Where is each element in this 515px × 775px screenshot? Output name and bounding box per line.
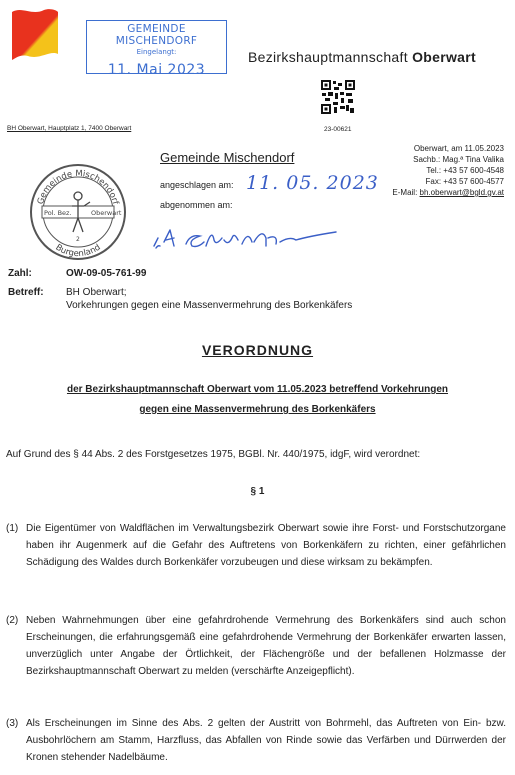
- stamp-received-label: Eingelangt:: [136, 48, 177, 56]
- stamp-municipality: GEMEINDE MISCHENDORF: [115, 23, 198, 47]
- paragraph-number: (2): [6, 615, 19, 626]
- email-label: E-Mail:: [392, 188, 418, 197]
- seal-right-text: Oberwart: [91, 209, 122, 217]
- seal-bottom-text: Burgenland: [53, 242, 103, 260]
- document-subtitle-1: der Bezirkshauptmannschaft Oberwart vom 11.05.2023 betreffend Vorkehrungen: [66, 384, 449, 395]
- seal-left-text: Pol. Bez.: [44, 209, 72, 217]
- section-heading: § 1: [250, 486, 265, 497]
- posted-date-handwritten: 11. 05. 2023: [246, 172, 379, 194]
- paragraph-1: [6, 520, 506, 590]
- signature: [150, 218, 340, 254]
- stamp-received-date: 11. Mai 2023: [107, 62, 206, 78]
- paragraph-text: Neben Wahrnehmungen über eine gefahrdrohende Vermehrung des Borkenkäfers sind auch schon Erscheinungen, die erfahrungsgemäß eine gefahrdrohende Vermehrung der Borkenkäfer erwarten lassen, unverzüglich unter Angabe der Örtlichkeit, der Flächengröße und der befallenen Holzmasse der Bezirkshauptmannschaft Oberwart zu melden (verschärfte Anzeigepflicht).: [26, 615, 506, 677]
- document-title: VERORDNUNG: [201, 342, 314, 358]
- office-prefix: Bezirkshauptmannschaft: [248, 49, 408, 65]
- email-address: bh.oberwart@bgld.gv.at: [419, 188, 504, 197]
- received-stamp: [86, 20, 227, 78]
- office-city: Oberwart: [412, 49, 476, 65]
- qr-code-icon: [321, 80, 355, 114]
- signature-scribble: [150, 218, 340, 254]
- zahl-label: Zahl:: [8, 268, 32, 279]
- clerk-name: Sachb.: Mag.ª Tina Valika: [413, 155, 504, 164]
- paragraph-text: Als Erscheinungen im Sinne des Abs. 2 gelten der Austritt von Bohrmehl, das Auftreten von Ein- bzw. Ausbohrlöchern am Stamm, Harzfluss, das Abfallen von Rinde sowie das Verfärben und Dürrwerden der Kronen stehender Nadelbäume.: [26, 718, 506, 763]
- paragraph-number: (3): [6, 718, 19, 729]
- contact-block: [392, 143, 504, 198]
- burgenland-flag-icon: [10, 6, 60, 62]
- paragraph-text: Die Eigentümer von Waldflächen im Verwaltungsbezirk Oberwart sowie ihre Forst- und Forstschutzorgane haben ihr Augenmerk auf die Gefahr des Auftretens von Borkenkäfern zu richten, einer gefährlichen Schädigung des Waldes durch Borkenkäfer vorzubeugen und diese wirksam zu bekämpfen.: [26, 523, 506, 568]
- zahl-value: OW-09-05-761-99: [66, 268, 147, 279]
- document-subtitle-2: gegen eine Massenvermehrung des Borkenkäfers: [139, 404, 376, 415]
- place-date: Oberwart, am 11.05.2023: [413, 144, 504, 153]
- phone-number: Tel.: +43 57 600-4548: [426, 166, 504, 175]
- betreff-line-1: BH Oberwart;: [66, 287, 127, 298]
- seal-number: 2: [76, 236, 80, 243]
- sender-address: BH Oberwart, Hauptplatz 1, 7400 Oberwart: [7, 125, 132, 132]
- posting-municipality: Gemeinde Mischendorf: [160, 150, 295, 165]
- paragraph-2: [6, 612, 506, 700]
- removed-label: abgenommen am:: [160, 200, 233, 210]
- posted-label: angeschlagen am:: [160, 180, 234, 190]
- qr-reference-number: 23-00621: [324, 126, 352, 133]
- email-line: [392, 187, 504, 198]
- paragraph-number: (1): [6, 523, 19, 534]
- fax-number: Fax: +43 57 600-4577: [425, 177, 504, 186]
- betreff-label: Betreff:: [8, 287, 44, 298]
- intro-text: Auf Grund des § 44 Abs. 2 des Forstgesetzes 1975, BGBl. Nr. 440/1975, idgF, wird verordnet:: [6, 449, 421, 460]
- paragraph-3: [6, 715, 506, 767]
- betreff-line-2: Vorkehrungen gegen eine Massenvermehrung des Borkenkäfers: [66, 300, 353, 311]
- municipality-seal-icon: [28, 162, 128, 262]
- office-name: [248, 49, 476, 65]
- seal-top-text: Gemeinde Mischendorf: [35, 168, 121, 206]
